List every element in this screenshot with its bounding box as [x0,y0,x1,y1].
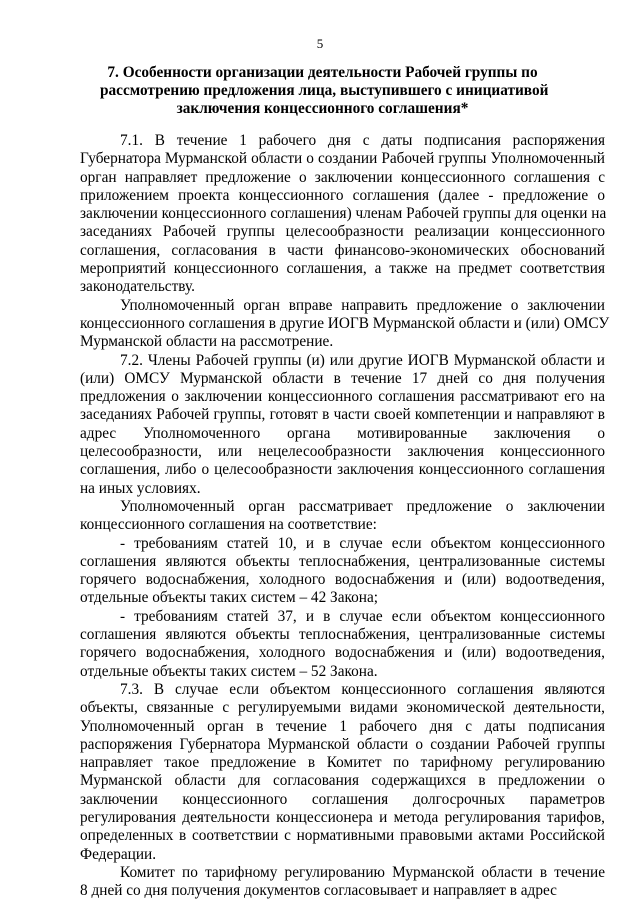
paragraph-line: мероприятий концессионного соглашения, а также на предмет соответствия [80,260,605,278]
paragraph-line: 7.3. В случае если объектом концессионного соглашения являются [120,680,605,698]
paragraph-line: адрес Уполномоченного органа мотивированные заключения о [80,424,605,442]
paragraph-line: 7.2. Члены Рабочей группы (и) или другие ИОГВ Мурманской области и [120,351,605,369]
paragraph-line: концессионного соглашения на соответствие: [80,516,377,534]
paragraph-line: предложения о заключении концессионного соглашения рассматривают его на [80,388,605,406]
paragraph-line: целесообразности, или нецелесообразности заключения концессионного [80,443,605,461]
paragraph-line: отдельные объекты таких систем – 42 Закона; [80,589,379,607]
paragraph [80,535,605,608]
paragraph [80,132,605,297]
paragraph-line: заседаниях Рабочей группы целесообразности реализации концессионного [80,223,605,241]
paragraph [80,681,605,864]
paragraph-line: заключении концессионного соглашения) членам Рабочей группы для оценки на [80,205,607,223]
paragraph-line: на иных условиях. [80,479,201,497]
paragraph-line: отдельные объекты таких систем – 52 Закона. [80,662,378,680]
paragraph-line: - требованиям статей 10, и в случае если объектом концессионного [120,534,605,552]
paragraph-line: соглашения являются объекты теплоснабжения, централизованные системы [80,626,605,644]
paragraph-line: горячего водоснабжения, холодного водоснабжения и (или) водоотведения, [80,571,605,589]
heading-line: 7. Особенности организации деятельности Рабочей группы по [107,64,538,81]
paragraph-line: приложением проекта концессионного соглашения (далее - предложение о [80,186,605,204]
paragraph-line: заседаниях Рабочей группы, готовят в части своей компетенции и направляют в [80,406,605,424]
paragraph-line: Уполномоченный орган вправе направить предложение о заключении [120,296,605,314]
paragraph-line: Уполномоченный орган в течение 1 рабочего дня с даты подписания [80,717,605,735]
page-number: 5 [316,36,324,51]
paragraph [80,296,610,352]
paragraph-line: - требованиям статей 37, и в случае если объектом концессионного [120,607,605,625]
section-heading [100,64,549,118]
paragraph-line: 7.1. В течение 1 рабочего дня с даты подписания распоряжения [120,132,605,149]
paragraph-line: законодательству. [80,278,195,296]
paragraph-line: объекты, связанные с регулируемыми видами экономической деятельности, [80,699,605,717]
paragraph-line: регулирования деятельности концессионера и метода регулирования тарифов, [80,808,605,826]
paragraph [80,498,605,535]
paragraph [80,864,605,901]
paragraph-line: заключении концессионного соглашения долгосрочных параметров [80,790,605,808]
paragraph-line: горячего водоснабжения, холодного водоснабжения и (или) водоотведения, [80,644,605,662]
paragraph-line: Федерации. [80,845,157,863]
paragraph [80,352,605,498]
paragraph-line: Мурманской области на рассмотрение. [80,333,334,351]
paragraph-line: направляет такое предложение в Комитет по тарифному регулированию [80,754,605,772]
paragraph-line: соглашения, либо о целесообразности заключения концессионного соглашения [80,461,605,479]
paragraph-line: Комитет по тарифному регулированию Мурманской области в течение [120,863,605,881]
paragraph-line: распоряжения Губернатора Мурманской области о создании Рабочей группы [80,735,605,753]
paragraph-line: 8 дней со дня получения документов согласовывает и направляет в адрес [80,882,557,900]
paragraph-line: Мурманской области для согласования содержащихся в предложении о [80,772,605,790]
paragraph-line: (или) ОМСУ Мурманской области в течение 17 дней со дня получения [80,369,605,387]
paragraph-line: Губернатора Мурманской области о создании Рабочей группы Уполномоченный [80,150,605,168]
paragraph [80,608,605,681]
paragraph-line: соглашения, согласования в части финансово-экономических обоснований [80,241,605,259]
paragraph-line: определенных в соответствии с нормативными правовыми актами Российской [80,827,605,845]
paragraph-line: орган направляет предложение о заключении концессионного соглашения с [80,168,605,186]
paragraph-line: концессионного соглашения в другие ИОГВ Мурманской области и (или) ОМСУ [80,314,610,332]
paragraph-line: Уполномоченный орган рассматривает предложение о заключении [120,497,605,515]
heading-line: рассмотрению предложения лица, выступившего с инициативой [100,82,549,99]
heading-line: заключения концессионного соглашения* [176,100,469,117]
paragraph-line: соглашения являются объекты теплоснабжения, централизованные системы [80,552,605,570]
document-body [80,132,610,900]
